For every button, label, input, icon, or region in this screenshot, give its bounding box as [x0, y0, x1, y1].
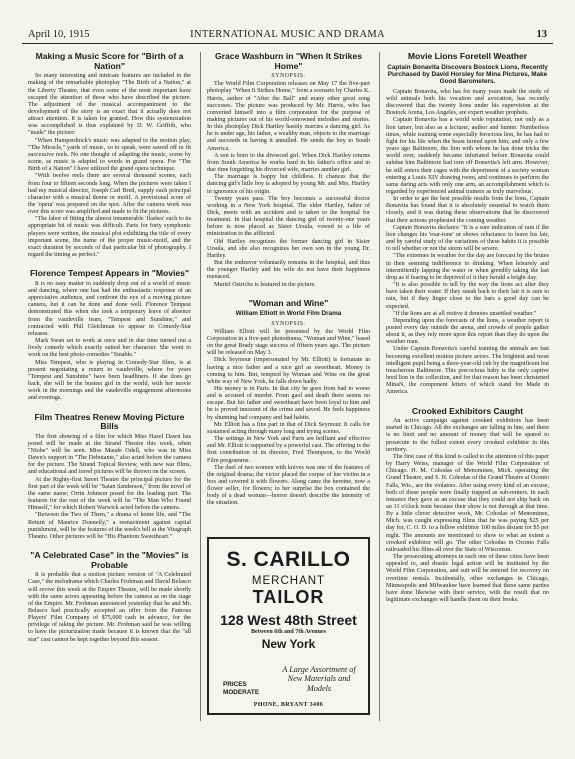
article-paragraph: Dick Seymour (impersonated by Mr. Elliott) is fortunate in having a nice father and a nice girl as sweetheart. Money is coming to him. But, tempted by Woman and Wine on the great white way of New York, he falls down badly.: [207, 357, 370, 385]
article-paragraph: His money is in Paris. In that city he goes from bad to worse and is accused of murder. From gaol and death there seems no escape. But his father and sweetheart have been loyal to him and he is proved innocent of the crime and saved. He feels happiness by shunning bad company and bad habits.: [207, 385, 370, 421]
article-paragraph: It is no easy matter to suddenly drop out of a world of music and dancing, where one has had the enthusiastic response of an appreciative audience, and confront the eye of a moving picture camera, but it can be done and done well. Florence Tempest demonstrated this when she took a temporary leave of absence from the vaudeville team, "Tempest and Sunshine," and contracted with Phil Gleichman to appear in Comedy-Star releases.: [28, 280, 191, 337]
ad-address: 128 West 48th Street: [220, 612, 357, 628]
article-paragraph: It is probable that a motion picture version of "A Celebrated Case," the melodrama which Charles Frohman and David Belasco will revive this week at the Empire Theatre, will be made shortly with the same actors appearing before the camera as on the stage of the Empire. Mr. Frohman announced yesterday that he and Mr. Belasco had practically accepted an offer from the Famous Players' Film Company of $75,000 cash in advance, for the privilege of taking the picture. Mr. Frohman said he was willing to have the picturization made because it is known that the "all star" cast cannot be kept together beyond this season.: [28, 572, 191, 643]
issue-date: April 10, 1915: [28, 29, 90, 40]
article: [28, 269, 191, 402]
article-paragraph: Captain Bonavita declares: "It is a sure indication of rain if the lion changes his 'roar-tone' or shows reluctance to leave his lair, and by careful study of the variations of these habits it is possible to tell whether or not the storm will be severe.: [386, 224, 549, 253]
article-paragraph: Old Hartley recognizes the former dancing girl in Sister Ursula, and she also recognizes her own son in the young Dr. Hartley.: [207, 238, 370, 259]
ad-prices-moderate: MODERATE: [223, 689, 260, 696]
ad-cross-streets: Between 6th and 7th Avenues: [251, 629, 326, 635]
article-paragraph: The duel of two women with knives was one of the features of the original drama; the victor placed the corpse of her victim in a box and covered it with flowers. Along came the heroine, now a flower seller, for flowers; to her surprise the box contained the body of a dead woman—horror doesn't describe the intensity of the situation.: [207, 464, 370, 507]
article-paragraph: An active campaign against crooked exhibitors has been started in Chicago. All the exchanges are falling in line, and there is no limit and no amount of money that will be spared to prosecute to the fullest extent every crooked exhibitor in this territory.: [386, 418, 549, 453]
article: [28, 413, 191, 542]
ad-tailor: TAILOR: [252, 587, 325, 607]
column-right: [386, 52, 549, 749]
article-paragraph: Captain Bonavita has a world wide reputation, not only as a lion tamer, but also as a lecturer, author and hunter. Numberless times, while training some especially ferocious lion, he has had to fight for his life when the beast turned upon him; and only a few years ago Baltimore, the lion with whom he has done tricks the world over, suddenly became infuriated before Bonavita could subdue him Baltimore had torn off Bonavita's left arm. However, he still enters their cages with the deportment of a society woman entering a Louis XIV drawing room, and continues to perform the same daring acts with only one arm, an accomplishment which is regarded by experienced animal trainers as truly marvelous.: [386, 117, 549, 195]
column-middle: [207, 52, 370, 531]
page-number: 13: [536, 29, 547, 40]
article: [386, 52, 549, 397]
article-paragraph: The marriage is happy but childless. It chances that the dancing girl's little boy is adopted by young Mr. and Mrs. Hartley in ignorance of his origin.: [207, 174, 370, 195]
article-paragraph: "It is also possible to tell by the way the lions act after they have taken their water. If they sneak back to their lair it is sure to rain, but if they linger close to the bars a good day can be expected.: [386, 282, 549, 310]
ad-city: New York: [261, 637, 316, 651]
column-left: [28, 52, 191, 749]
article-paragraph: So many interesting and intricate features are included in the making of the remarkable photoplay "The Birth of a Nation," at the Liberty Theatre, that even some of the most important have escaped the attention of those who have described the picture. The adjustment of the musical accompaniment to the development of the story is an exact that it actually does not attract attention. It is taken for granted. How this systemization was accomplished is thus explained by D. W. Griffith, who "made" the picture:: [28, 73, 191, 137]
article-paragraph: But the endeavor voluntarily remains in the hospital, and thus the younger Hartley and his wife do not have their happiness menaced.: [207, 260, 370, 281]
ad-prices: [223, 681, 259, 697]
article-paragraph: "When Hamperdinck's music was adapted to the motion play, "The Miracle," yards of music, so to speak, were sawed off to fit successive reels. No one thought of adapting the music, scene by scene, as music is adapted to words in grand opera. For "The Birth of a Nation" I have utilized the grand opera technique.: [28, 137, 191, 173]
article-paragraph: Muriel Ostriche is featured in the picture.: [214, 281, 316, 288]
article-paragraph: "The extremes in weather for the day are forecast by the brutes in their seeming indifference to drinking. When leisurely and intermittently lapping the water or when greedily taking the last drop as if fearing to be deprived of it they herald a bright day.: [386, 253, 549, 281]
article-paragraph: "If the lions are at all restive it denotes unsettled weather.": [393, 310, 537, 317]
article-headline: Florence Tempest Appears in "Movies": [29, 268, 190, 279]
column-rule: [379, 52, 380, 721]
article-deck: William Elliott in World Film Drama: [235, 310, 342, 318]
article-paragraph: The first case of this kind is called to the attention of this paper by Harry Weiss, manager of the World Film Corporation of Chicago. H. M. Cohodas of Menominee, Mich. operating the Grand Theatre, and S. H. Cohodas of the Grand Theatre at Oconto Falls, Wis., are the violators. After using every kind of an excuse, both of these people were finally trapped as sub-renters. In each instance they gave as an excuse that they could not ship back on an 11 o'clock train because their show is not through at that time. By a little clever detective work, Mr. Cohodas of Menominee, Mich. was caught expressing films that he was paying $25 per day for, C. O. D. to a fellow exhibitor 100 miles distant for $5 per night. The amounts are mentioned to show to what an extent a crooked exhibitor will go. The other Cohodas in Oconto Falls railroaded his films all over the State of Wisconsin.: [386, 453, 549, 553]
article-paragraph: "With twelve reels there are several thousand scenes, each from four to fifteen seconds long. When the pictures were taken I had my musical director, Joseph Carl Breil, supply each principal character with a musical theme or motif. A provisional score of the 'opera' was prepared on the spot. After the camera work was over this score was amplified and made to fit the pictures.: [28, 173, 191, 216]
article-deck: Captain Bonavita Discovers Bostock Lions, Recently Purchased by David Horsley for Mina Pictures, Make Good Barometers.: [387, 63, 548, 86]
column-rule: [200, 52, 201, 721]
article: [28, 551, 191, 644]
ad-tagline: A Large Assortment of New Materials and Models: [282, 665, 356, 693]
ad-business-name: S. CARILLO: [226, 548, 351, 571]
article-paragraph: "The labor of fitting the almost innumerable 'flashes' each to its appropriate bit of music was difficult. Parts for forty symphonic players were written, the musical plot exhibiting the title of every important scene, the name of the proper music-motif, and the exact duration by seconds of that particular bit of photography. I regard the timing as perfect.": [28, 216, 191, 259]
article-synopsis-label: SYNOPSIS.: [271, 320, 306, 327]
article-paragraph: Mark Swan set to work at once and in due time turned out a lively comedy which exactly suited her character. She went to work on the best photo-comedies "Sinable.": [28, 338, 191, 359]
article-paragraph: Mr. Elliott has a fine part in that of Dick Seymour. It calls for sustained acting through many long and trying scenes.: [207, 421, 370, 435]
article-headline: Movie Lions Foretell Weather: [407, 52, 528, 61]
article-headline: Film Theatres Renew Moving Picture Bills: [34, 411, 185, 432]
article-headline: Crooked Exhibitors Caught: [411, 405, 524, 416]
article-paragraph: In order to get the best possible results from the lions, Captain Bonavita has found that it is absolutely essential to watch them closely, and it was during these observations that he discovered that their actions prophesied the coming weather.: [386, 196, 549, 224]
article-paragraph: At the Righty-first Street Theatre the principal picture for the first part of the week will be "Satan Sanderson," from the novel of the same name; Orrin Johnson posed for the leading part. The features for the rest of the week will be "The Man Who Found Himself," for which Robert Warwick acted before the camera.: [28, 476, 191, 512]
article: [207, 52, 370, 289]
article-paragraph: Under Captain Bonavita's careful training the animals are fast becoming excellent motion picture actors. The brightest and most intelligent pupil being a three-year-old cub by the magnificent but treacherous Baltimore. This precocious baby is the only captive bred lion in the collection, and for that reason has been christened MinaN, the component letters of which stand for Made in America.: [386, 346, 549, 396]
article-paragraph: The settings in New York and Paris are brilliant and effective and Mr. Elliott is supported by a powerful cast. The offering is the first contribution of its director, Fred Thompson, to the World Film programme.: [207, 436, 370, 464]
article-headline: Making a Music Score for "Birth of a Nation": [35, 52, 184, 71]
article-paragraph: Miss Tempest, who is playing in Comedy-Star films, is at present negotiating a return to vaudeville, where for years "Tempest and Sunshine" have been headliners. If she does go back, she will be the busiest girl in the world, with her movie work in the mornings and the vaudeville engagement afternoons and evenings.: [28, 359, 191, 402]
article-paragraph: A son is born to the divorced girl. When Dick Hartley returns from South America he works hard in his father's office and in due time forgetting his divorced wife, marries another girl.: [207, 152, 370, 174]
article-paragraph: Twenty years pass. The boy becomes a successful doctor working in a New York hospital. The elder Hartley, father of Dick, meets with an accident and is taken to the hospital for treatment. In that hospital the dancing girl of twenty-one years before is now placed as Sister Ursula, vowed to a life of ministration to the afflicted.: [207, 195, 370, 238]
article-paragraph: William Elliott will be presented by the World Film Corporation in a five-part photodrama, "Woman and Wine," based on the great Brady stage success of fifteen years ago. The picture will be released on May 3.: [207, 328, 370, 357]
article-synopsis-label: SYNOPSIS.: [271, 73, 306, 80]
article: [386, 407, 549, 605]
page-header: [22, 27, 553, 44]
ad-merchant: MERCHANT: [251, 575, 326, 587]
article-paragraph: The prosecuting attorneys in each one of these cities have been appealed to, and drastic legal action will be instituted by the World Film Corporation, and suit will be entered for recovery on overtime rentals. Incidentally, other exchanges in Chicago, Minneapolis and Milwaukee have learned that these same parties have done likewise with their service, with the result that no legitimate exchanges will handle them on their books.: [386, 554, 549, 604]
article-paragraph: The first showing of a film for which Miss Hazel Dawn has posed will be made at the Strand Theatre this week, when "Niobe" will be seen. Miss Maude Odell, who was in Miss Dawn's support in "The Debutante," also acted before the camera for the picture. The Strand Topical Review, with new war films, and educational and travel pictures will be thrown on the screen.: [28, 433, 191, 476]
publication-title: INTERNATIONAL MUSIC AND DRAMA: [190, 29, 385, 40]
article-headline: "Woman and Wine": [248, 297, 329, 308]
article-paragraph: The World Film Corporation releases on May 17 the five-part photoplay "When It Strikes Home," from a scenario by Charles K. Harris, author of "After the Ball" and many other great song successes. The picture was produced by Mr. Harris, who has converted himself into a film corporation for the purpose of making pictures out of his world-renowned melodies and stories. In this photoplay Dick Hartley hastily marries a dancing girl. As he is under age, his father, a wealthy man, objects to the marriage and succeeds in having it annulled. He sends the boy to South America.: [207, 81, 370, 152]
ad-prices-label: PRICES: [223, 681, 247, 688]
article-paragraph: "Between the Two of Them," a drama of home life, and "The Return of Maurice Donnelly," a reenactment against capital punishment, will be the features of the week's bill at the Vitagraph Theatre. Other pictures will be "His Phantom Sweetheart.": [28, 512, 191, 540]
article-paragraph: Depending upon the forecasts of the lions, a weather report is posted every day outside the arena, and crowds of people gather about it, as they rely more upon this report than they do upon the weather man.: [386, 317, 549, 346]
ad-phone: PHONE, BRYANT 3406: [253, 702, 324, 708]
tailor-advertisement: [207, 537, 370, 715]
article: [28, 52, 191, 259]
article-paragraph: Captain Bonavita, who has for many years made the study of wild animals both his vocation and avocation, has recently discovered that the twenty lions under his supervision at the Bostock Arena, Los Angeles, are expert weather prophets.: [386, 88, 549, 117]
article-headline: "A Celebrated Case" in the "Movies" is Probable: [30, 550, 189, 570]
article: [207, 299, 370, 508]
article-headline: Grace Washburn in "When It Strikes Home": [214, 52, 362, 71]
